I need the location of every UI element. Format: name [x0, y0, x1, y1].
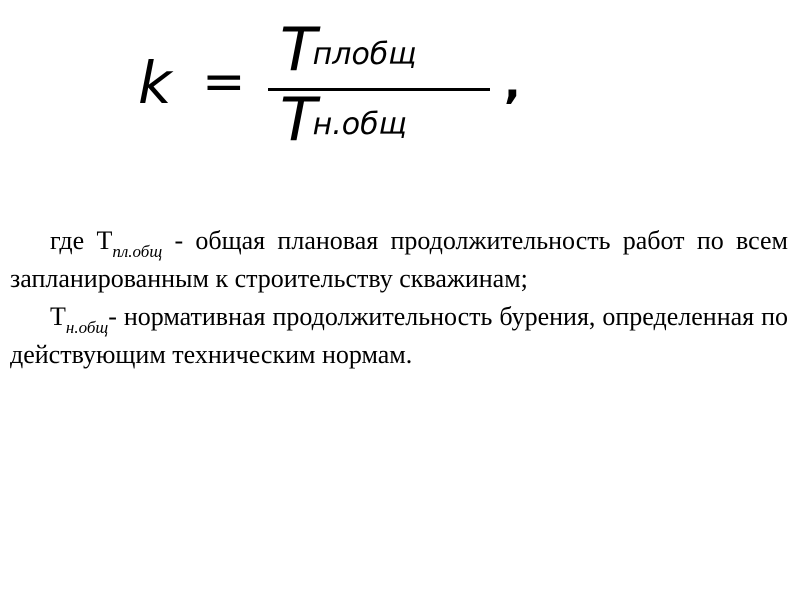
formula-denominator: [280, 85, 407, 155]
definitions-text: [10, 222, 788, 374]
formula-lhs: k: [138, 49, 172, 117]
denominator-subscript: н.общ: [312, 107, 407, 142]
definition-paragraph-planned: [10, 222, 788, 298]
formula-numerator: [280, 15, 417, 85]
denominator-symbol: T: [280, 85, 317, 155]
definition-text: - нормативная продолжительность бурения, определенная по действующим техническим нормам.: [10, 302, 788, 369]
definition-lead: где: [50, 226, 97, 255]
definition-subscript: н.общ: [65, 318, 109, 337]
numerator-symbol: T: [280, 15, 317, 85]
formula-fraction: [268, 15, 490, 155]
definition-symbol: Т: [96, 226, 113, 255]
formula: [138, 15, 538, 155]
definition-subscript: пл.общ: [112, 242, 163, 261]
definition-text: - общая плановая продолжительность работ по всем запланированным к строительству скважинам;: [10, 226, 788, 293]
formula-comma: ,: [504, 58, 521, 109]
definition-paragraph-normative: [10, 298, 788, 374]
definition-symbol: Т: [50, 302, 66, 331]
formula-equals-sign: =: [202, 52, 246, 112]
numerator-subscript: плобщ: [312, 37, 417, 72]
